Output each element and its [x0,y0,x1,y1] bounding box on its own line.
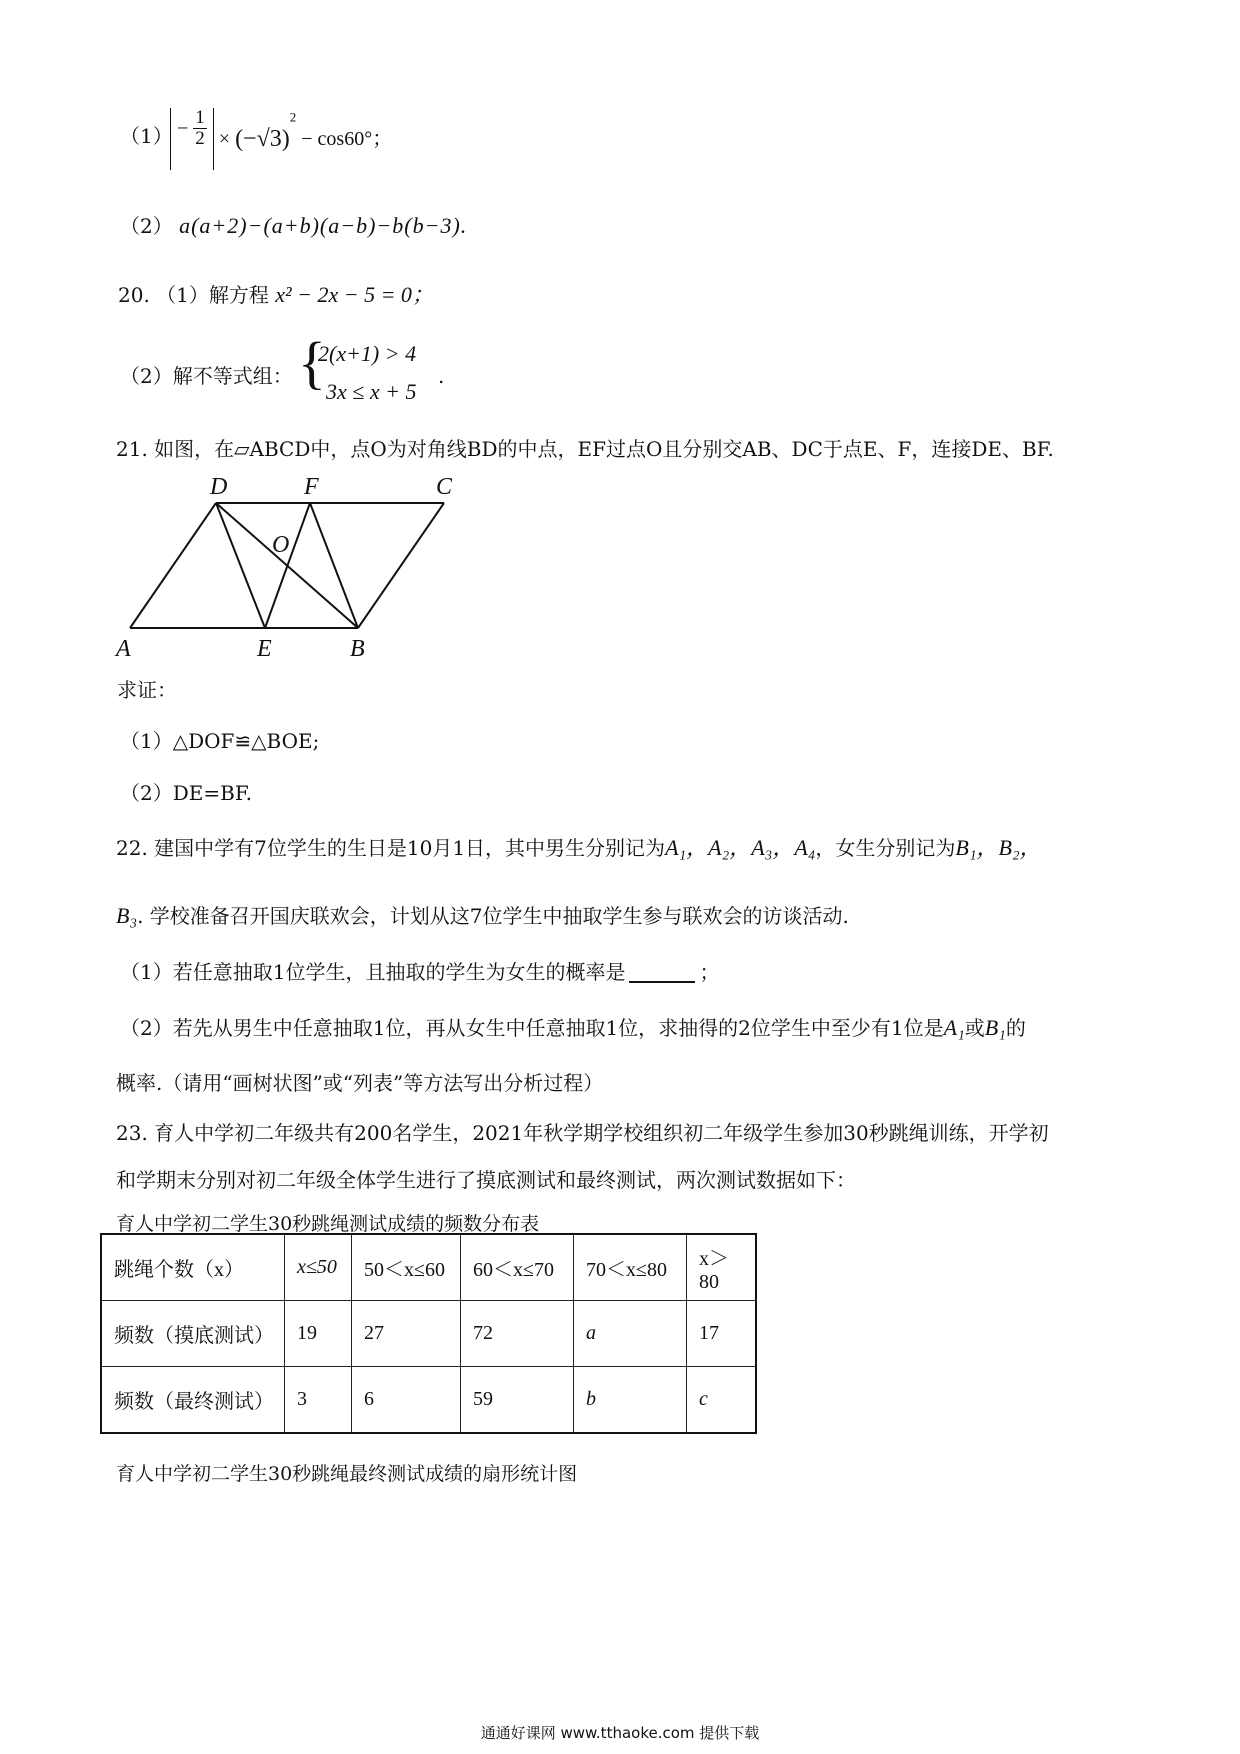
table-cell: 19 [285,1301,352,1367]
table-cell: a [574,1301,687,1367]
q22-line1-mid: ，女生分别记为 [815,836,956,860]
q23-line2: 和学期末分别对初二年级全体学生进行了摸底测试和最终测试，两次测试数据如下： [116,1168,856,1192]
label-B: B [350,636,365,660]
q22-girls: B₁，B₂， [955,835,1042,860]
label-D: D [210,474,228,500]
q21-part2: （2）DE=BF. [120,781,252,805]
row-label: 频数（最终测试） [101,1367,285,1434]
q22-line1-text: 22. 建国中学有7位学生的生日是10月1日，其中男生分别记为 [116,836,666,860]
table-cell: 3 [285,1367,352,1434]
header-cell: 60＜x≤70 [461,1234,574,1301]
table-row [101,1301,756,1367]
q22-p1-end: ； [699,960,720,984]
table-cell: b [574,1367,687,1434]
header-cell: 70＜x≤80 [574,1234,687,1301]
q22-line1 [116,837,1042,859]
fraction-half [193,108,207,149]
row-label: 频数（摸底测试） [101,1301,285,1367]
table-cell: c [687,1367,757,1434]
segment-AD [130,503,216,628]
q22-boys: A₁，A₂，A₃，A₄ [665,835,816,860]
pie-chart-title: 育人中学初二学生30秒跳绳最终测试成绩的扇形统计图 [116,1463,578,1485]
segment-EF [265,503,310,628]
table-title: 育人中学初二学生30秒跳绳测试成绩的频数分布表 [116,1213,540,1235]
q22-b3: B₃ [116,903,138,928]
q22-p2-text: （2）若先从男生中任意抽取1位，再从女生中任意抽取1位，求抽得的2位学生中至少有1位是 [120,1016,944,1040]
abs-value [170,108,214,170]
header-cell: x≤50 [285,1234,352,1301]
label-C: C [436,474,453,500]
q19-p2-expr: a(a+2)−(a+b)(a−b)−b(b−3). [179,213,468,238]
q22-part1 [120,962,719,983]
q19-p2-label: （2） [120,214,173,238]
fraction-numerator: 1 [195,107,205,128]
q22-line2-text: . 学校准备召开国庆联欢会，计划从这7位学生中抽取学生参与联欢会的访谈活动. [137,904,849,928]
table-cell: 59 [461,1367,574,1434]
exponent: 2 [289,109,297,125]
q22-part2 [120,1017,1026,1039]
q20-line1 [118,284,434,306]
q22-p2-end: 的 [1005,1016,1026,1040]
times-sign: × [218,128,231,150]
q22-b1: B₁ [984,1015,1006,1040]
neg-sqrt3: (−√3) [235,126,290,152]
q22-p2-line2: 概率.（请用“画树状图”或“列表”等方法写出分析过程） [116,1071,604,1095]
page-footer: 通通好课网 www.tthaoke.com 提供下载 [480,1724,760,1742]
segment-BF [310,503,358,628]
q20-dot: . [438,364,445,388]
table-cell: 17 [687,1301,757,1367]
q19-part1 [120,126,173,146]
q21-stem: 21. 如图，在▱ABCD中，点O为对角线BD的中点，EF过点O且分别交AB、DC于点E、F，连接DE、BF. [116,437,1054,461]
q22-p1-text: （1）若任意抽取1位学生，且抽取的学生为女生的概率是 [120,960,626,984]
label-F: F [304,474,319,500]
q21-prove: 求证： [117,678,177,702]
q19-p1-expr [170,108,392,170]
table-cell: 27 [352,1301,461,1367]
fraction-denominator: 2 [195,127,205,149]
q19-p1-label: （1） [120,124,173,148]
label-O: O [272,532,290,558]
q21-part1: （1）△DOF≌△BOE; [120,729,320,753]
header-cell: x＞80 [687,1234,757,1301]
label-E: E [257,636,272,660]
q22-a1: A₁ [943,1015,965,1040]
table-row [101,1367,756,1434]
table-cell: 6 [352,1367,461,1434]
label-A: A [116,636,131,660]
q23-line1: 23. 育人中学初二年级共有200名学生，2021年秋学期学校组织初二年级学生参加30秒跳绳训练，开学初 [116,1121,1049,1145]
q22-line2 [116,905,849,927]
parallelogram-figure [100,470,480,660]
inequality-2: 3x ≤ x + 5 [326,379,417,404]
minus-sign: − [177,117,189,140]
table-header-row [101,1234,756,1301]
header-cell: 50＜x≤60 [352,1234,461,1301]
q20-p2-prefix: （2）解不等式组： [120,364,293,388]
q22-or: 或 [964,1016,985,1040]
q20-prefix: 20. （1）解方程 [118,283,269,307]
brace-icon: { [298,330,326,395]
segment-BC [358,503,444,628]
header-cell: 跳绳个数（x） [101,1234,285,1301]
table-cell: 72 [461,1301,574,1367]
q20-equation: x² − 2x − 5 = 0； [275,282,434,307]
frequency-table [100,1233,757,1434]
q19-part2 [120,215,467,237]
cos-term: − cos60°； [301,128,393,150]
q20-line2 [120,366,293,386]
segment-DE [216,503,265,628]
inequality-1: 2(x+1) > 4 [318,341,417,366]
answer-blank[interactable] [629,963,695,983]
